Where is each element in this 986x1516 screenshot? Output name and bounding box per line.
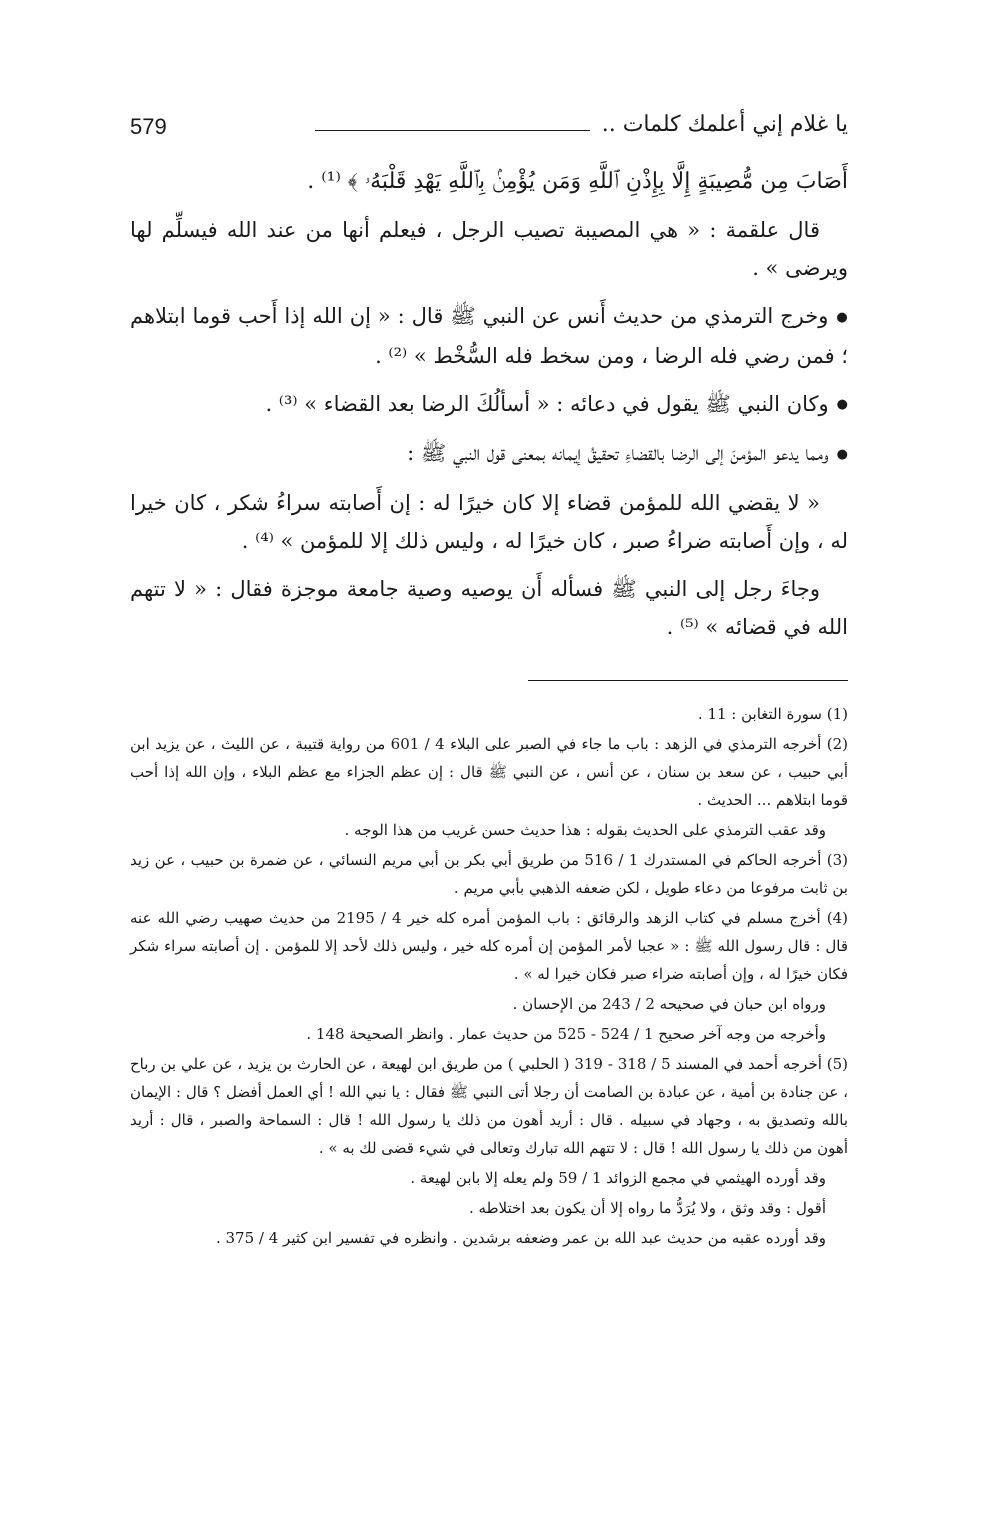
- paragraph-dua-text: وكان النبي ﷺ يقول في دعائه : « أسألُكَ الرضا بعد القضاء » ⁽³⁾ .: [265, 391, 829, 416]
- footnote-4: (4) أخرج مسلم في كتاب الزهد والرقائق : باب المؤمن أمره كله خير 4 / 2195 من حديث صهيب رضي الله عنه قال : قال رسول الله ﷺ : « عجبا لأمر المؤمن إن أمره كله خير ، وليس ذلك لأحد إلا للمؤمن . إن أصابته سراء شكر فكان خيرًا له ، وإن أصابته ضراء صبر فكان خيرا له » .: [130, 909, 849, 983]
- paragraph-alqama: قال علقمة : « هي المصيبة تصيب الرجل ، فيعلم أنها من عند الله فيسلِّم لها ويرضى » .: [130, 218, 848, 280]
- paragraph-hadith: « لا يقضي الله للمؤمن قضاء إلا كان خيرًا له : إن أَصابته سراءُ شكر ، كان خيرا له ، وإن أَصابته ضراءُ صبر ، كان خيرًا له ، وليس ذلك إلا للمؤمن » ⁽⁴⁾ .: [130, 490, 848, 553]
- paragraph-dua: [130, 385, 848, 425]
- quran-verse: أَصَابَ مِن مُّصِيبَةٍ إِلَّا بِإِذْنِ ٱللَّهِ وَمَن يُؤْمِنۢ بِٱللَّهِ يَهْدِ قَلْبَهُۥ ﴾ ⁽¹⁾ .: [307, 169, 848, 194]
- footnotes: [130, 700, 848, 1254]
- footnote-5-haythami: وقد أورده الهيثمي في مجمع الزوائد 1 / 59 ولم يعله إلا بابن لهيعة .: [410, 1169, 826, 1187]
- paragraph-tirmidhi: [130, 297, 848, 375]
- footnote-4-other-route: وأخرجه من وجه آخر صحيح 1 / 524 - 525 من حديث عمار . وانظر الصحيحة 148 .: [306, 1025, 826, 1043]
- header-rule: [315, 130, 590, 131]
- page-number: 579: [130, 114, 167, 139]
- paragraph-tirmidhi-text: وخرج الترمذي من حديث أَنس عن النبي ﷺ قال : « إن الله إذا أَحب قوما ابتلاهم ؛ فمن رضي فله الرضا ، ومن سخط فله السُّخْط » ⁽²⁾ .: [130, 304, 848, 368]
- footnote-separator: [528, 680, 848, 681]
- paragraph-man: وجاءَ رجل إلى النبي ﷺ فسأله أَن يوصيه وصية جامعة موجزة فقال : « لا تتهم الله في قضائه » ⁽⁵⁾ .: [130, 576, 848, 639]
- footnote-2-comment: وقد عقب الترمذي على الحديث بقوله : هذا حديث حسن غريب من هذا الوجه .: [344, 821, 826, 839]
- main-text: [130, 163, 848, 656]
- paragraph-call: [130, 434, 848, 474]
- footnote-1: (1) سورة التغابن : 11 .: [697, 705, 848, 723]
- footnote-3: (3) أخرجه الحاكم في المستدرك 1 / 516 من طريق أبي بكر بن أبي مريم النسائي ، عن ضمرة بن حبيب ، عن زيد بن ثابت مرفوعا من دعاء طويل ، لكن ضعفه الذهبي بأبي مريم .: [130, 851, 848, 897]
- paragraph-call-text: ومما يدعو المؤمنَ إلى الرضا بالقضاءِ تحقيقُ إيمانه بمعنى قول النبي ﷺ :: [407, 441, 829, 465]
- footnote-5: (5) أخرجه أحمد في المسند 5 / 318 - 319 ( الحلبي ) من طريق ابن لهيعة ، عن الحارث بن يزيد ، عن علي بن رباح ، عن جنادة بن أمية ، عن عبادة بن الصامت أن رجلا أتى النبي ﷺ فقال : يا نبي الله ! أي العمل أفضل ؟ قال : الإيمان بالله وتصديق به ، وجهاد في سبيله . قال : أريد أهون من ذلك يا رسول الله ! قال : السماحة والصبر ، قال : أريد أهون من ذلك يا رسول الله ! قال : لا تتهم الله تبارك وتعالى في شيء قضى لك به » .: [130, 1055, 848, 1157]
- footnote-5-ibn-kathir: وقد أورده عقبه من حديث عبد الله بن عمر وضعفه برشدين . وانظره في تفسير ابن كثير 4 / 375 .: [215, 1229, 826, 1247]
- page-header: [130, 112, 848, 146]
- running-title: يا غلام إني أعلمك كلمات ..: [601, 112, 848, 137]
- footnote-2: (2) أخرجه الترمذي في الزهد : باب ما جاء في الصبر على البلاء 4 / 601 من رواية قتيبة ، عن الليث ، عن يزيد ابن أبي حبيب ، عن سعد بن سنان ، عن أنس ، عن النبي ﷺ قال : إن عظم الجزاء مع عظم البلاء ، وإن الله إذا أحب قوما ابتلاهم ... الحديث .: [130, 735, 849, 809]
- footnote-5-comment: أقول : وقد وثق ، ولا يُرَدُّ ما رواه إلا أن يكون بعد اختلاطه .: [469, 1199, 826, 1217]
- footnote-4-ibn-hibban: ورواه ابن حبان في صحيحه 2 / 243 من الإحسان .: [512, 995, 826, 1013]
